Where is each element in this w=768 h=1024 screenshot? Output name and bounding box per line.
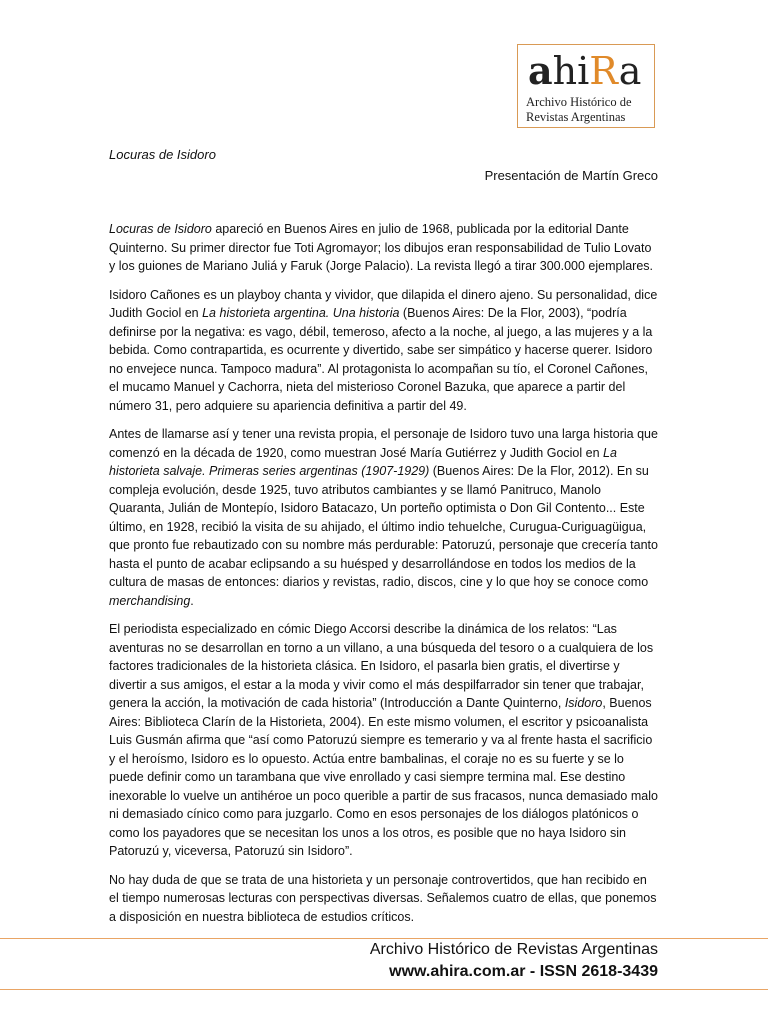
italic-title: Locuras de Isidoro <box>109 222 212 236</box>
italic-term: merchandising <box>109 593 191 608</box>
byline: Presentación de Martín Greco <box>484 168 658 183</box>
paragraph-text: (Buenos Aires: De la Flor, 2012). En su compleja evolución, desde 1925, tuvo atributos cambiantes y se llamó Panitruco, Manolo Quaranta, Julián de Montepío, Isidoro Batacazo, Un porteño optimista o Don Gil Contento... Este último, en 1928, recibió la visita de su ahijado, el último indio tehuelche, Curugua-Curiguagüigua, que pronto fue rebautizado con su nombre más perdurable: Patoruzú, personaje que crecería tanto hasta el punto de acabar eclipsando a su huésped y desarrollándose en todos los medios de la cultura de masas de entonces: diarios y revistas, radio, discos, cine y lo que hoy se conoce como <box>109 464 658 589</box>
logo-letters-hi: hi <box>552 49 590 93</box>
italic-title: La historieta argentina. Una historia <box>202 306 400 320</box>
paragraph-text: No hay duda de que se trata de una historieta y un personaje controvertidos, que han recibido en el tiempo numerosas lecturas con perspectivas diversas. Señalemos cuatro de ellas, que ponemos a disposición en nuestra biblioteca de estudios críticos. <box>109 872 657 924</box>
ahira-logo <box>517 44 655 128</box>
logo-letter-r: R <box>589 49 619 93</box>
logo-subtitle-line2: Revistas Argentinas <box>526 110 626 124</box>
logo-letter-a-end: a <box>618 49 642 93</box>
logo-wordmark <box>528 48 641 94</box>
footer-divider-bottom <box>0 989 768 990</box>
paragraph-text: . <box>190 593 194 608</box>
document-title: Locuras de Isidoro <box>109 147 216 162</box>
paragraph-4 <box>109 620 659 861</box>
paragraph-text: Antes de llamarse así y tener una revista propia, el personaje de Isidoro tuvo una larga historia que comenzó en la década de 1920, como muestran José María Gutiérrez y Judith Gociol en <box>109 427 658 460</box>
paragraph-text: (Buenos Aires: De la Flor, 2003), “podría definirse por la negativa: es vago, débil, temeroso, afecto a la noche, al juego, a las mujeres y a la bebida. Como contrapartida, es ocurrente y divertido, sabe ser simpático y hacerse querer. Isidoro no envejece nunca. Tampoco madura”. Al protagonista lo acompañan su tío, el Coronel Cañones, el mucamo Manuel y Cachorra, nieta del misterioso Coronel Bazuka, que aparece a partir del número 31, pero adquiere su apariencia definitiva a partir del 49. <box>109 306 653 413</box>
paragraph-5 <box>109 871 659 927</box>
paragraph-text: El periodista especializado en cómic Diego Accorsi describe la dinámica de los relatos: “Las aventuras no se desarrollan en torno a un villano, a una búsqueda del tesoro o a cualquiera de los factores tradicionales de la historieta clásica. En Isidoro, el pasarla bien gratis, el divertirse y divertir a sus amigos, el estar a la moda y vivir como el más despilfarrador sin tener que trabajar, genera la acción, la motivación de cada historia” (Introducción a Dante Quinterno, <box>109 622 654 710</box>
paragraph-2 <box>109 286 659 416</box>
italic-title: La historieta salvaje. Primeras series argentinas (1907-1929) <box>109 445 617 478</box>
paragraph-text: apareció en Buenos Aires en julio de 1968, publicada por la editorial Dante Quinterno. Su primer director fue Toti Agromayor; los dibujos eran responsabilidad de Tulio Lovato y los guiones de Mariano Juliá y Faruk (Jorge Palacio). La revista llegó a tirar 300.000 ejemplares. <box>109 222 654 273</box>
logo-subtitle <box>526 95 648 125</box>
footer-website-issn: www.ahira.com.ar - ISSN 2618-3439 <box>389 963 658 980</box>
footer-archive-name: Archivo Histórico de Revistas Argentinas <box>369 941 658 958</box>
italic-title: Isidoro <box>564 696 603 710</box>
paragraph-1 <box>109 220 659 276</box>
paragraph-3 <box>109 425 659 610</box>
article-body <box>109 220 659 936</box>
logo-letter-a: a <box>528 48 553 93</box>
paragraph-text: Isidoro Cañones es un playboy chanta y vividor, que dilapida el dinero ajeno. Su personalidad, dice Judith Gociol en <box>109 287 658 320</box>
footer <box>370 939 658 983</box>
paragraph-text: , Buenos Aires: Biblioteca Clarín de la Historieta, 2004). En este mismo volumen, el escritor y psicoanalista Luis Gusmán afirma que “así como Patoruzú siempre es temerario y va al frente hasta el sacrificio y el heroísmo, Isidoro es lo opuesto. Actúa entre bambalinas, el coraje no es su fuerte y se lo puede definir como un tarambana que vive enrollado y casi siempre termina mal. Ese destino inexorable lo vuelve un antihéroe un poco querible a partir de sus fracasos, nunca demasiado malo ni demasiado cínico como para juzgarlo. Como en esos personajes de los diálogos platónicos o como los payadores que se necesitan los unos a los otros, es posible que no haya Isidoro sin Patoruzú y, viceversa, Patoruzú sin Isidoro”. <box>109 696 658 858</box>
logo-subtitle-line1: Archivo Histórico de <box>526 95 632 109</box>
